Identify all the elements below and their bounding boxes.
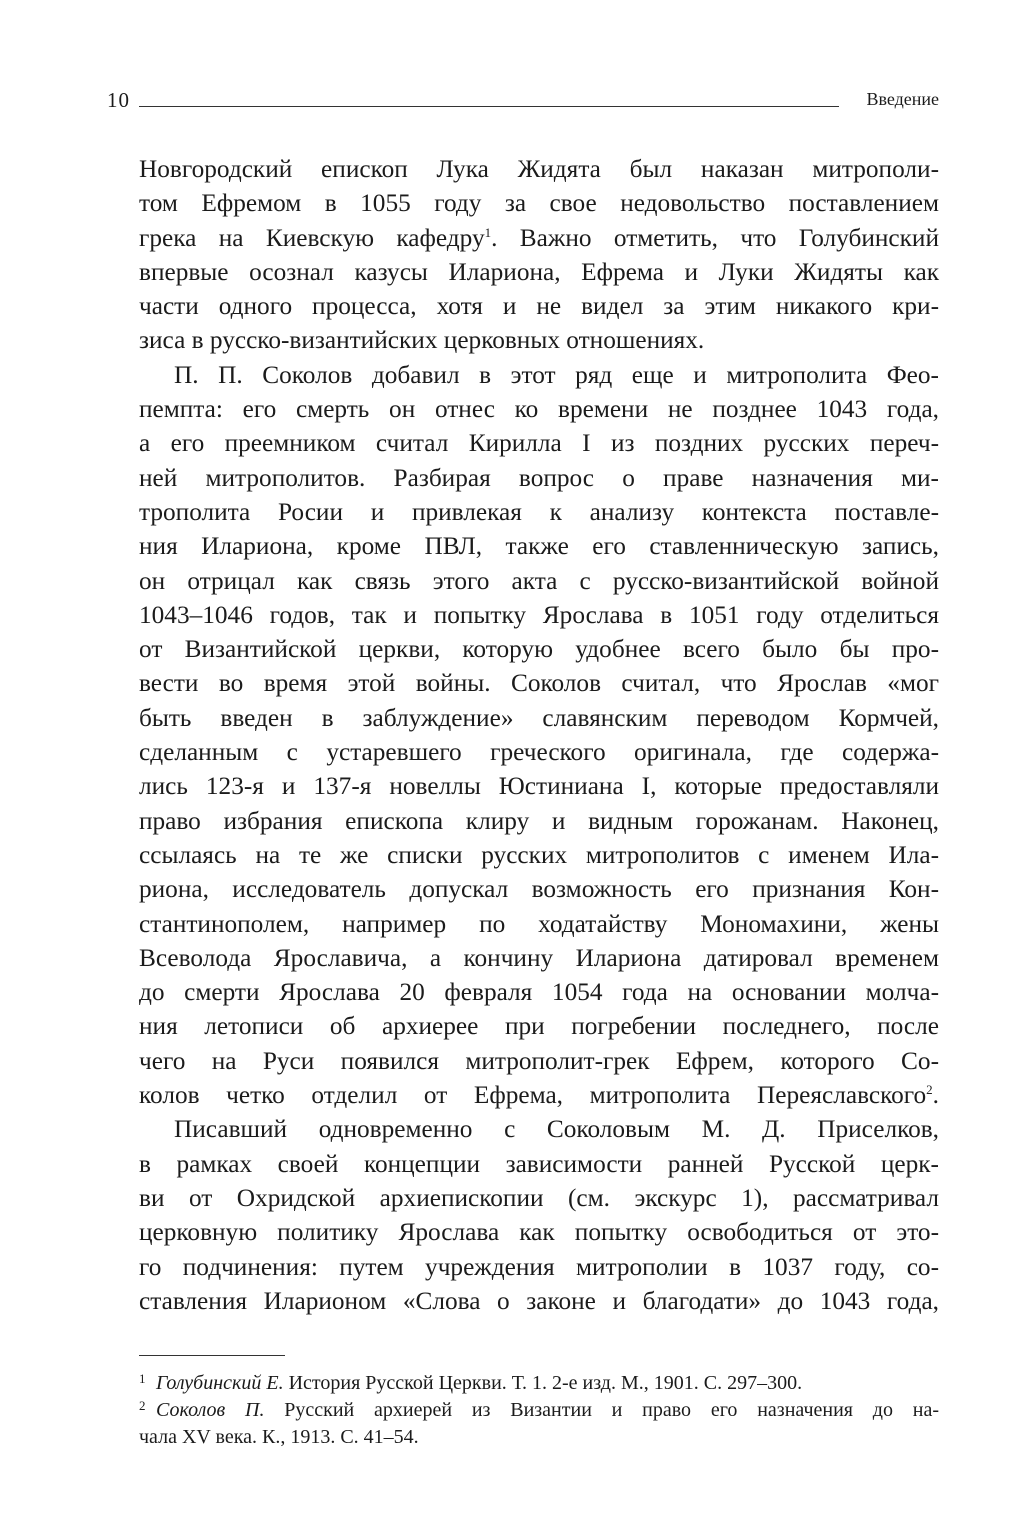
footnote-ref-2: 2	[926, 1082, 933, 1098]
text-line: трополита Росии и привлекая к анализу контекста поставле-	[139, 497, 939, 526]
footnote-2-continuation: чала XV века. К., 1913. С. 41–54.	[139, 1426, 419, 1448]
text-line: стантинополем, например по ходатайству Мономахини, жены	[139, 909, 939, 938]
text-line: 1043–1046 годов, так и попытку Ярослава в 1051 году отделиться	[139, 600, 939, 629]
text-line: зиса в русско-византийских церковных отношениях.	[139, 326, 705, 355]
footnote-1: 1 Голубинский Е. История Русской Церкви. Т. 1. 2-е изд. М., 1901. С. 297–300.	[139, 1371, 803, 1394]
text-line: право избрания епископа клиру и видным горожанам. Наконец,	[139, 806, 939, 835]
footnote-ref-1: 1	[484, 224, 492, 240]
text-line	[139, 221, 939, 255]
page-number: 10	[107, 88, 130, 112]
text-line: Всеволода Ярославича, а кончину Илариона датировал временем	[139, 943, 939, 972]
text-line: Новгородский епископ Лука Жидята был наказан митрополи-	[139, 155, 939, 183]
text-span: . Важно отметить, что Голубинский	[491, 223, 939, 252]
text-line: ней митрополитов. Разбирая вопрос о праве назначения ми-	[139, 463, 939, 492]
text-line: риона, исследователь допускал возможность его признания Кон-	[139, 875, 939, 904]
text-line: сделанным с устаревшего греческого оригинала, где содержа-	[139, 738, 939, 767]
text-line: П. П. Соколов добавил в этот ряд еще и митрополита Фео-	[174, 360, 939, 389]
text-line: он отрицал как связь этого акта с русско-византийской войной	[139, 566, 939, 595]
text-line: ссылаясь на те же списки русских митрополитов с именем Ила-	[139, 840, 939, 869]
text-line: го подчинения: путем учреждения митрополии в 1037 году, со-	[139, 1252, 939, 1281]
text-line: ния Илариона, кроме ПВЛ, также его ставленническую запись,	[139, 532, 939, 561]
text-line: в рамках своей концепции зависимости ранней Русской церк-	[139, 1149, 939, 1178]
header-rule	[139, 106, 839, 107]
text-line: а его преемником считал Кирилла I из поздних русских переч-	[139, 429, 939, 458]
footnotes	[139, 1370, 939, 1451]
footnote-2: 2 Соколов П. Русский архиерей из Византии и право его назначения до на-	[139, 1398, 939, 1421]
text-line: впервые осознал казусы Илариона, Ефрема и Луки Жидяты как	[139, 257, 939, 286]
text-line	[139, 1078, 939, 1112]
footnote-author: Голубинский Е.	[156, 1372, 284, 1394]
text-line: пемпта: его смерть он отнес ко времени не позднее 1043 года,	[139, 395, 939, 424]
footnote-text: История Русской Церкви. Т. 1. 2-е изд. М., 1901. С. 297–300.	[283, 1372, 803, 1394]
text-line: церковную политику Ярослава как попытку освободиться от это-	[139, 1218, 939, 1247]
text-line: том Ефремом в 1055 году за свое недовольство поставлением	[139, 189, 939, 218]
text-line: лись 123-я и 137-я новеллы Юстиниана I, которые предоставляли	[139, 772, 939, 801]
text-line: быть введен в заблуждение» славянским переводом Кормчей,	[139, 703, 939, 732]
text-span: грека на Киевскую кафедру	[139, 223, 485, 252]
text-span: колов четко отделил от Ефрема, митрополита Переяславского	[139, 1081, 927, 1110]
text-line: части одного процесса, хотя и не видел за этим никакого кри-	[139, 292, 939, 321]
footnote-author: Соколов П.	[156, 1399, 265, 1421]
text-line: ния летописи об архиерее при погребении последнего, после	[139, 1012, 939, 1041]
section-title: Введение	[866, 89, 939, 109]
footnote-text: Русский архиерей из Византии и право его назначения до на-	[264, 1399, 939, 1421]
text-line: Писавший одновременно с Соколовым М. Д. Приселков,	[174, 1115, 939, 1144]
text-line: до смерти Ярослава 20 февраля 1054 года на основании молча-	[139, 978, 939, 1007]
text-line: чего на Руси появился митрополит-грек Ефрем, которого Со-	[139, 1046, 939, 1075]
text-span: .	[932, 1081, 939, 1110]
text-line: вести во время этой войны. Соколов считал, что Ярослав «мог	[139, 669, 939, 698]
footnote-rule	[139, 1355, 285, 1356]
main-text	[139, 152, 939, 1318]
text-line: от Византийской церкви, которую удобнее всего было бы про-	[139, 635, 939, 664]
text-line: ви от Охридской архиепископии (см. экскурс 1), рассматривал	[139, 1183, 939, 1212]
text-line: ставления Иларионом «Слова о законе и благодати» до 1043 года,	[139, 1286, 939, 1315]
running-head	[107, 88, 939, 114]
